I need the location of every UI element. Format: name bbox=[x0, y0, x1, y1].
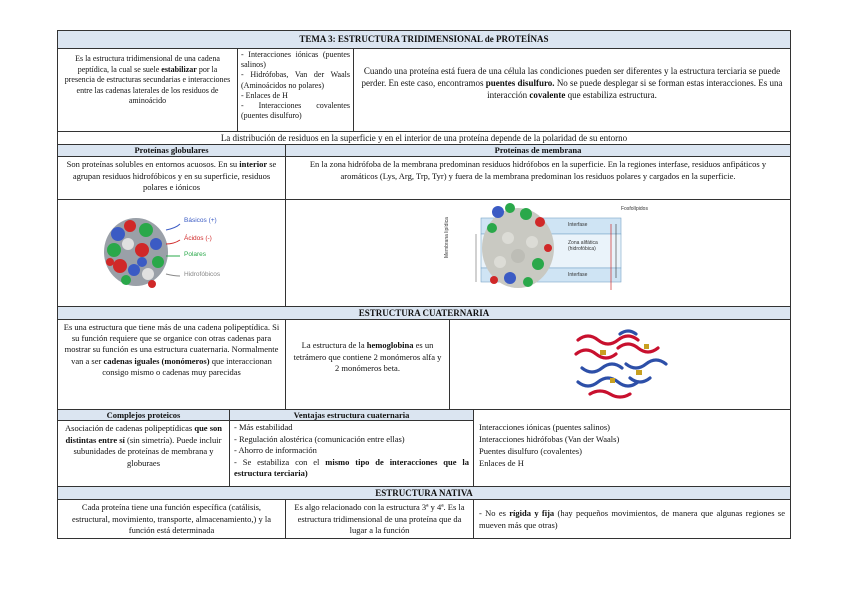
complexes-text-a: Asociación de cadenas polipeptídicas bbox=[65, 423, 193, 433]
interactions-list-item: Enlaces de H bbox=[479, 458, 524, 468]
label-aliphatic-zone: Zona alifática (hidrofóbica) bbox=[568, 240, 598, 252]
definition-text-b: por la presencia de estructuras secundarias e interacciones entre las cadenas laterales de los residuos de aminoácido bbox=[64, 64, 231, 105]
legend-acid: Ácidos (-) bbox=[184, 235, 212, 242]
title-row bbox=[57, 30, 791, 49]
complexes-text-cell bbox=[57, 420, 230, 487]
globular-image-cell bbox=[57, 199, 286, 307]
native-col3-a: - No es bbox=[479, 508, 506, 518]
globular-protein-blob bbox=[104, 218, 168, 288]
interactions-list-item: Puentes disulfuro (covalentes) bbox=[479, 446, 582, 456]
cell-text-a: Cuando una proteína está fuera de una célula las condiciones pueden ser diferentes y la estructura terciaria se puede perder. En este caso, encontramos bbox=[361, 66, 781, 88]
legend-hydrophobic: Hidrofóbicos bbox=[184, 271, 221, 278]
definition-text-a: Es la estructura tridimensional de una cadena peptídica, la cual se suele bbox=[75, 54, 220, 74]
interactions-list-cell bbox=[473, 409, 791, 487]
hemoglobin-text-cell bbox=[285, 319, 450, 410]
globular-text-cell bbox=[57, 156, 286, 200]
native-col1 bbox=[57, 499, 286, 539]
interaction-item: - Interacciones covalentes (puentes disulfuro) bbox=[241, 101, 350, 121]
complexes-header-text: Complejos proteicos bbox=[106, 410, 181, 420]
quaternary-text-bold: cadenas iguales (monómeros) bbox=[103, 355, 210, 366]
globular-protein-image bbox=[58, 200, 285, 306]
definition-cell bbox=[57, 48, 238, 132]
interactions-cell bbox=[237, 48, 354, 132]
interaction-item: - Interacciones iónicas (puentes salinos) bbox=[241, 50, 350, 70]
interactions-list-item: Interacciones hidrófobas (Van der Waals) bbox=[479, 434, 620, 444]
advantage-item: - Ahorro de información bbox=[234, 445, 317, 455]
membrane-text: En la zona hidrófoba de la membrana predominan residuos hidrófobos en la superficie. En la regiones interfase, residuos anfipáticos y aromáticos (Lys, Arg, Trp, Tyr) y fuera de la membrana predominan los residuos polares y cargados en la superficie. bbox=[309, 159, 767, 181]
advantages-header-text: Ventajas estructura cuaternaria bbox=[293, 410, 410, 420]
advantage-item: - Más estabilidad bbox=[234, 422, 293, 432]
hemoglobin-image-cell bbox=[449, 319, 791, 410]
page-title: TEMA 3: ESTRUCTURA TRIDIMENSIONAL de PROTEÍNAS bbox=[299, 34, 549, 44]
globular-text-bold: interior bbox=[239, 159, 268, 169]
label-lipid-membrane: Membrana lipídica bbox=[444, 217, 450, 258]
native-header-text: ESTRUCTURA NATIVA bbox=[375, 488, 473, 498]
distribution-row bbox=[57, 131, 791, 145]
native-col2 bbox=[285, 499, 474, 539]
advantage-item: - Regulación alostérica (comunicación entre ellas) bbox=[234, 433, 405, 444]
quaternary-header-text: ESTRUCTURA CUATERNARIA bbox=[358, 308, 490, 318]
complexes-text-b: (sin simetría). Puede incluir subunidades de proteínas de membrana y globuraes bbox=[73, 434, 222, 468]
cell-text-b: No se puede desplegar si se forman estas interacciones. Es una interacción bbox=[487, 78, 783, 100]
native-col3 bbox=[473, 499, 791, 539]
globular-header-text: Proteínas globulares bbox=[134, 145, 209, 155]
native-col3-b: (hay pequeños movimientos, de manera que algunas regiones se mueven más que otras) bbox=[479, 508, 785, 530]
hemo-text-a: La estructura de la bbox=[301, 340, 365, 350]
membrane-text-cell bbox=[285, 156, 791, 200]
cell-conditions-cell bbox=[353, 48, 791, 132]
interaction-item: - Hidrófobas, Van der Waals (Aminoácidos no polares) bbox=[241, 70, 350, 90]
complexes-text-bold: que son distintas entre sí bbox=[65, 423, 222, 445]
hemo-text-bold: hemoglobina bbox=[366, 340, 414, 350]
globular-text-a: Son proteínas solubles en entornos acuosos. En su bbox=[66, 159, 238, 169]
cell-bold-1: puentes disulfuro. bbox=[485, 78, 555, 88]
quaternary-text-cell bbox=[57, 319, 286, 410]
quaternary-text-b: que interaccionan consigo mismo o cadenas muy parecidas bbox=[102, 355, 272, 377]
quaternary-header bbox=[57, 306, 791, 320]
membrane-image-cell bbox=[285, 199, 791, 307]
native-col1-text: Cada proteína tiene una función específica (catálisis, estructural, movimiento, transporte, almacenamiento,) y la función está determinada bbox=[72, 502, 271, 535]
legend-polar: Polares bbox=[184, 251, 207, 258]
cell-text-c: que estabiliza estructura. bbox=[567, 90, 657, 100]
quaternary-text-a: Es una estructura que tiene más de una cadena polipeptídica. Si su función requiere que se organice con otras cadenas para mostrar su función es una estructura cuaternaria. Normalmente van a ser bbox=[63, 322, 280, 366]
interaction-item: - Enlaces de H bbox=[241, 90, 288, 100]
native-header bbox=[57, 486, 791, 500]
native-col2-text: Es algo relacionado con la estructura 3ª y 4ª. Es la estructura tridimensional de una proteína que da lugar a la función bbox=[294, 502, 465, 535]
advantage-last-a: - Se estabiliza con el bbox=[234, 456, 320, 467]
hemo-text-b: es un tetrámero que contiene 2 monómeros alfa y 2 monómeros beta. bbox=[293, 340, 442, 373]
legend-basic: Básicos (+) bbox=[184, 217, 217, 224]
membrane-header-text: Proteínas de membrana bbox=[494, 145, 582, 155]
membrane-protein-blob bbox=[482, 203, 554, 288]
definition-bold: estabilizar bbox=[161, 64, 197, 74]
interactions-list-item: Interacciones iónicas (puentes salinos) bbox=[479, 422, 610, 432]
hemoglobin-image bbox=[450, 320, 790, 409]
distribution-text: La distribución de residuos en la superficie y en el interior de una proteína depende de la polaridad de su entorno bbox=[220, 133, 628, 143]
label-interface-bottom: Interfase bbox=[568, 272, 588, 278]
membrane-protein-image bbox=[286, 200, 790, 306]
cell-bold-2: covalente bbox=[529, 90, 566, 100]
native-col3-bold: rígida y fija bbox=[509, 508, 555, 518]
label-interface-top: Interfase bbox=[568, 222, 588, 228]
advantage-item-last bbox=[234, 457, 469, 480]
advantage-last-bold: mismo tipo de interacciones que la estructura terciaria) bbox=[234, 456, 469, 478]
globular-text-b: se agrupan residuos hidrofóbicos y en su superficie, residuos polares e iónicos bbox=[72, 159, 277, 192]
label-phospholipids: Fosfolípidos bbox=[621, 206, 648, 212]
advantages-cell bbox=[229, 420, 474, 487]
